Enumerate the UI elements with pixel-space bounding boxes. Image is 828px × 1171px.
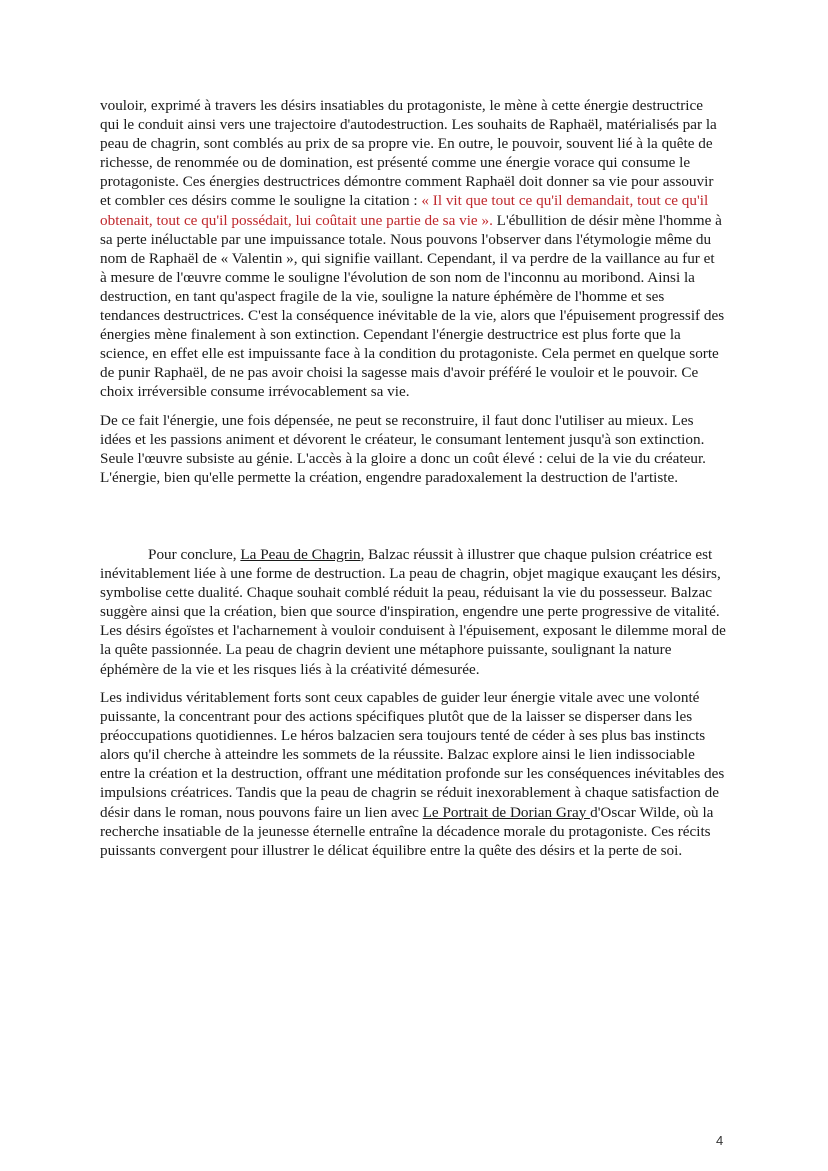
text-line: Les désirs égoïstes et l'acharnement à vouloir conduisent à l'épuisement, exposant le dilemme moral de (100, 622, 726, 640)
book-title: La Peau de Chagrin (240, 546, 361, 563)
text-line: puissante, la concentrant pour des actions spécifiques plutôt que de la laisser se disperser dans les (100, 708, 693, 726)
book-title: Le Portrait de Dorian Gray (422, 803, 591, 821)
text-line: la quête passionnée. La peau de chagrin devient une métaphore puissante, soulignant la nature (100, 641, 672, 659)
quotation: « Il vit que tout ce qu'il demandait, tout ce qu'il (421, 192, 709, 210)
text-line: énergies mène finalement à son extinction. Cependant l'énergie destructrice est plus forte que la (100, 326, 681, 344)
text-segment: désir dans le roman, nous pouvons faire un lien avec (100, 803, 423, 821)
text-line: choix irréversible consume irrévocablement sa vie. (100, 383, 410, 401)
text-line: vouloir, exprimé à travers les désirs insatiables du protagoniste, le mène à cette énergie destructrice (100, 97, 704, 114)
text-line (100, 211, 740, 230)
body-paragraph (100, 688, 740, 860)
text-line: L'énergie, bien qu'elle permette la création, engendre paradoxalement la destruction de l'artiste. (100, 469, 679, 487)
text-line: de punir Raphaël, de ne pas avoir choisi la sagesse mais d'avoir préféré le vouloir et le pouvoir. Ce (100, 364, 699, 382)
text-line (100, 803, 740, 822)
text-line: tendances destructrices. C'est la conséquence inévitable de la vie, alors que l'épuisement progressif des (100, 307, 725, 325)
text-line: préoccupations quotidiennes. Le héros balzacien sera toujours tenté de céder à ses plus bas instincts (100, 727, 706, 745)
text-line: idées et les passions animent et dévorent le créateur, le consumant lentement jusqu'à son extinction. (100, 431, 705, 449)
text-line: Les individus véritablement forts sont ceux capables de guider leur énergie vitale avec une volonté (100, 689, 700, 706)
text-segment: , Balzac réussit à illustrer que chaque pulsion créatrice est (360, 546, 713, 563)
text-line: destruction, en tant qu'aspect fragile de la vie, souligne la nature éphémère de l'homme et ses (100, 287, 665, 305)
text-line: éphémère de la vie et les risques liés à la créativité démesurée. (100, 660, 480, 678)
text-line: alors qu'il cherche à atteindre les sommets de la réussite. Balzac explore ainsi le lien indissociable (100, 746, 695, 764)
text-segment: et combler ces désirs comme le souligne la citation : (100, 192, 422, 210)
text-segment: Pour conclure, (148, 546, 241, 563)
text-line: peau de chagrin, sont comblés au prix de sa propre vie. En outre, le pouvoir, souvent lié à la quête de (100, 135, 713, 153)
text-segment: L'ébullition de désir mène l'homme à (492, 211, 722, 229)
text-line: nom de Raphaël de « Valentin », qui signifie vaillant. Cependant, il va perdre de la vaillance au fur et (100, 249, 715, 267)
text-line (100, 191, 740, 210)
text-line: puissants convergent pour illustrer le délicat équilibre entre la quête des désirs et la perte de soi. (100, 841, 683, 859)
text-line: recherche insatiable de la jeunesse éternelle entraîne la décadence morale du protagoniste. Ces récits (100, 822, 711, 840)
quotation: obtenait, tout ce qu'il possédait, lui coûtait une partie de sa vie ». (100, 211, 493, 229)
text-line: protagoniste. Ces énergies destructrices démontre comment Raphaël doit donner sa vie pour assouvir (100, 173, 714, 191)
conclusion-paragraph (100, 545, 740, 679)
body-paragraph (100, 96, 740, 402)
text-line: qui le conduit ainsi vers une trajectoire d'autodestruction. Les souhaits de Raphaël, matérialisés par la (100, 116, 717, 134)
text-line: De ce fait l'énergie, une fois dépensée, ne peut se reconstruire, il faut donc l'utiliser au mieux. Les (100, 412, 694, 429)
text-line: Seule l'œuvre subsiste au génie. L'accès à la gloire a donc un coût élevé : celui de la vie du créateur. (100, 450, 706, 468)
page-number: 4 (716, 1133, 724, 1148)
text-line: impulsions créatrices. Tandis que la peau de chagrin se réduit inexorablement à chaque satisfaction de (100, 784, 720, 802)
text-line: inévitablement liée à une forme de destruction. La peau de chagrin, objet magique exauçant les désirs, (100, 565, 721, 583)
body-paragraph (100, 411, 740, 487)
text-line: suggère ainsi que la création, bien que source d'inspiration, engendre une perte progressive de vitalité. (100, 603, 720, 621)
text-line: entre la création et la destruction, offrant une méditation profonde sur les conséquences inévitables des (100, 765, 725, 783)
text-line: à mesure de l'œuvre comme le souligne l'évolution de son nom de l'inconnu au moribond. Ainsi la (100, 268, 695, 286)
text-segment: d'Oscar Wilde, où la (590, 803, 714, 821)
text-line: science, en effet elle est impuissante face à la condition du protagoniste. Cela permet en quelque sorte (100, 345, 719, 363)
text-line: richesse, de renommée ou de domination, est présenté comme une énergie vorace qui consume le (100, 154, 691, 172)
text-line: sa perte inéluctable par une impuissance totale. Nous pouvons l'observer dans l'étymologie même du (100, 230, 712, 248)
text-line (100, 545, 740, 564)
text-line: symbolise cette dualité. Chaque souhait comblé réduit la peau, réduisant la vie du possesseur. Balzac (100, 584, 712, 602)
